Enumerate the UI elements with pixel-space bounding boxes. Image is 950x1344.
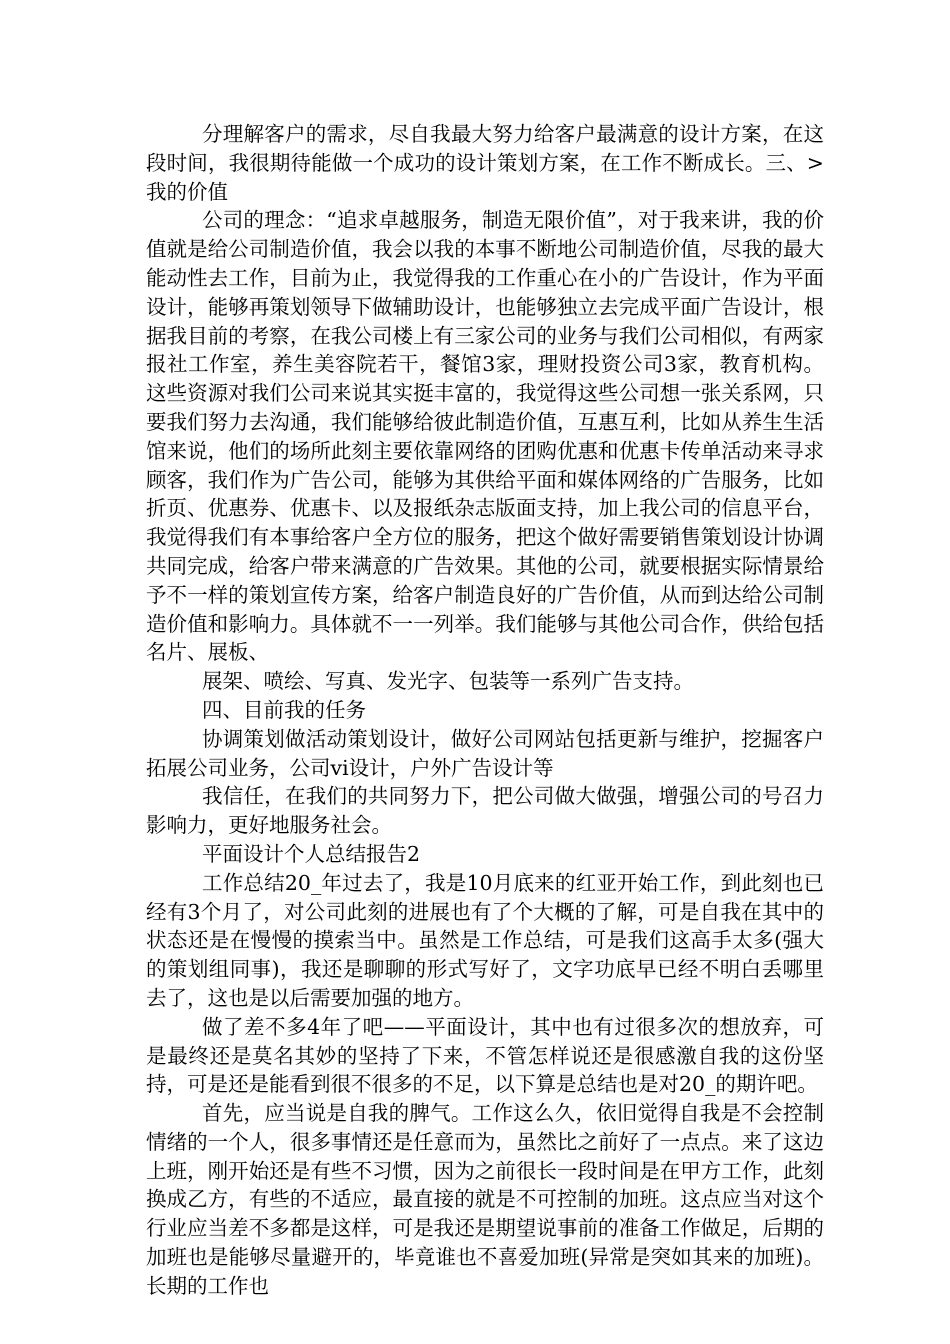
paragraph: 分理解客户的需求，尽自我最大努力给客户最满意的设计方案，在这段时间，我很期待能做一个成功的设计策划方案，在工作不断成长。三、>我的价值 — [146, 122, 824, 204]
paragraph: 做了差不多4年了吧——平面设计，其中也有过很多次的想放弃，可是最终还是莫名其妙的坚持了下来，不管怎样说还是很感激自我的这份坚持，可是还是能看到很不很多的不足，以下算是总结也是对20_的期许吧。 — [146, 1014, 824, 1097]
report-title: 平面设计个人总结报告2 — [202, 841, 421, 866]
paragraph: 协调策划做活动策划设计，做好公司网站包括更新与维护，挖掘客户拓展公司业务，公司vi设计，户外广告设计等 — [146, 726, 824, 780]
section-heading: 四、目前我的任务 — [202, 697, 366, 722]
paragraph: 工作总结20_年过去了，我是10月底来的红亚开始工作，到此刻也已经有3个月了，对公司此刻的进展也有了个大概的了解，可是自我在其中的状态还是在慢慢的摸索当中。虽然是工作总结，可是我们这高手太多(强大的策划组同事)，我还是聊聊的形式写好了，文字功底早已经不明白丢哪里去了，这也是以后需要加强的地方。 — [146, 870, 824, 1010]
document-page — [146, 120, 824, 1301]
paragraph: 公司的理念：“追求卓越服务，制造无限价值”，对于我来讲，我的价值就是给公司制造价值，我会以我的本事不断地公司制造价值，尽我的最大能动性去工作，目前为止，我觉得我的工作重心在小的广告设计，作为平面设计，能够再策划领导下做辅助设计，也能够独立去完成平面广告设计，根据我目前的考察，在我公司楼上有三家公司的业务与我们公司相似，有两家报社工作室，养生美容院若干，餐馆3家，理财投资公司3家，教育机构。这些资源对我们公司来说其实挺丰富的，我觉得这些公司想一张关系网，只要我们努力去沟通，我们能够给彼此制造价值，互惠互利，比如从养生生活馆来说，他们的场所此刻主要依靠网络的团购优惠和优惠卡传单活动来寻求顾客，我们作为广告公司，能够为其供给平面和媒体网络的广告服务，比如折页、优惠券、优惠卡、以及报纸杂志版面支持，加上我公司的信息平台，我觉得我们有本事给客户全方位的服务，把这个做好需要销售策划设计协调共同完成，给客户带来满意的广告效果。其他的公司，就要根据实际情景给予不一样的策划宣传方案，给客户制造良好的广告价值，从而到达给公司制造价值和影响力。具体就不一一列举。我们能够与其他公司合作，供给包括名片、展板、 — [146, 208, 824, 665]
paragraph: 首先，应当说是自我的脾气。工作这么久，依旧觉得自我是不会控制情绪的一个人，很多事情还是任意而为，虽然比之前好了一点点。来了这边上班，刚开始还是有些不习惯，因为之前很长一段时间是在甲方工作，此刻换成乙方，有些的不适应，最直接的就是不可控制的加班。这点应当对这个行业应当差不多都是这样，可是我还是期望说事前的准备工作做足，后期的加班也是能够尽量避开的，毕竟谁也不喜爱加班(异常是突如其来的加班)。长期的工作也 — [146, 1101, 824, 1298]
paragraph: 展架、喷绘、写真、发光字、包装等一系列广告支持。 — [202, 669, 694, 694]
paragraph: 我信任，在我们的共同努力下，把公司做大做强，增强公司的号召力影响力，更好地服务社会。 — [146, 784, 824, 838]
